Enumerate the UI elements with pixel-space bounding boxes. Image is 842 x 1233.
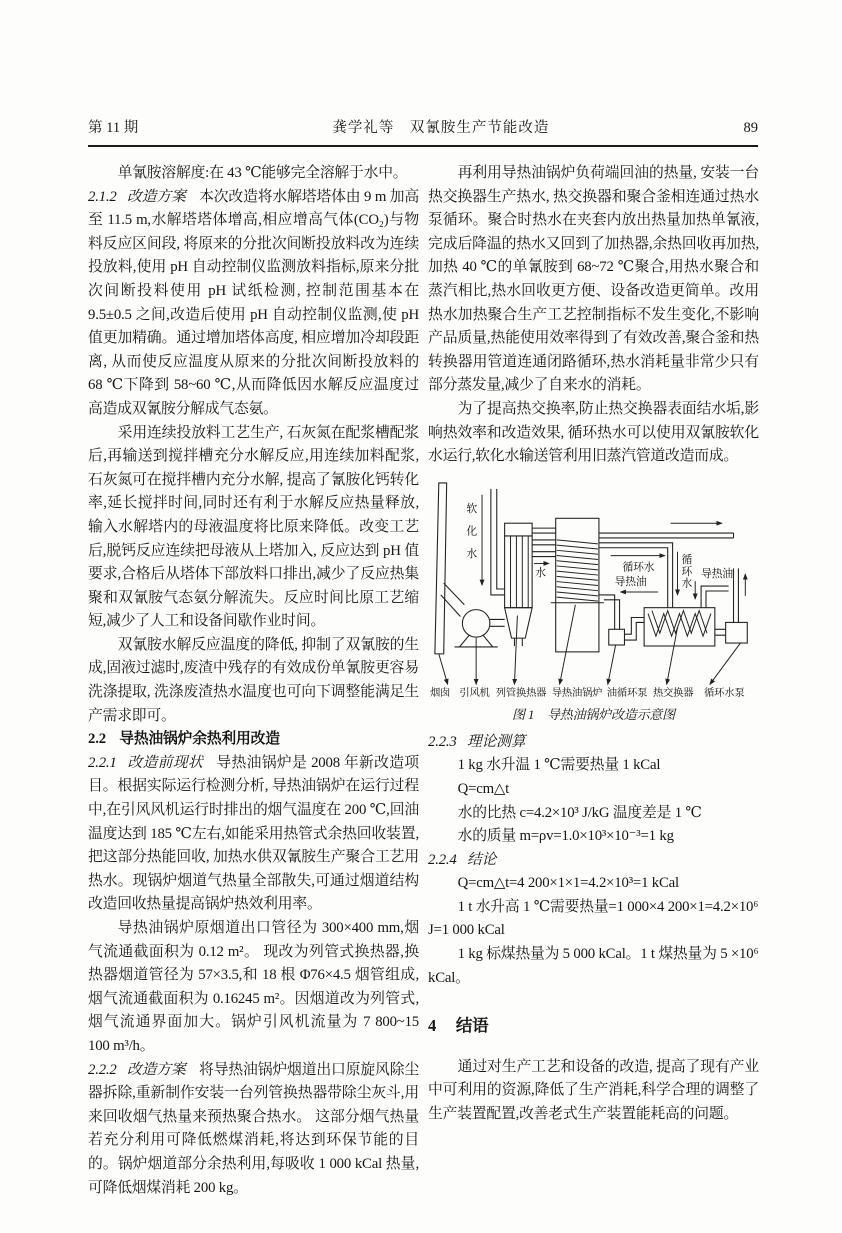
section-number: 4 xyxy=(428,1016,437,1036)
soft-water-pipe xyxy=(491,489,505,595)
section-title: 导热油锅炉余热利用改造 xyxy=(119,731,280,748)
section-body: 将导热油锅炉烟道出口原旋风除尘器拆除,重新制作安装一台列管换热器带除尘灰斗,用来回收烟气热量来预热聚合热水。 这部分烟气热量若充分利用可降低燃煤消耗,将达到环保节能的目的。锅炉烟道部分余热利用,每吸收 1 000 kCal 热量,可降低烟煤消耗 200 kg。 xyxy=(88,1061,419,1196)
label-circ-water: 循环水 xyxy=(622,561,655,574)
section-number: 2.2 xyxy=(88,731,106,748)
formula-line: 水的比热 c=4.2×10³ J/kG 温度差是 1 ℃ xyxy=(457,804,702,821)
component-label-chimney: 烟囱 xyxy=(429,687,451,699)
exchanger-waterpump-pipe xyxy=(715,629,726,635)
section-title: 结论 xyxy=(466,851,497,868)
leader-arrows xyxy=(439,604,741,684)
label-oil-right: 导热油 xyxy=(701,567,733,580)
section-number: 2.2.4 xyxy=(428,851,457,868)
section-heading-2-2 xyxy=(88,728,419,752)
header-issue: 第 11 期 xyxy=(88,120,139,136)
section-title: 改造方案 xyxy=(126,1061,186,1078)
water-pump-shape xyxy=(726,622,748,643)
component-label-heat-exchanger: 热交换器 xyxy=(652,687,694,699)
section-number: 2.2.2 xyxy=(88,1061,117,1078)
component-label-tube-exchanger: 列管换热器 xyxy=(495,687,547,699)
column-left xyxy=(88,162,419,1200)
component-label-oil-pump: 油循环泵 xyxy=(606,687,648,699)
page-header xyxy=(88,116,758,137)
section-body: 导热油锅炉是 2008 年新改造项目。根据实际运行检测分析, 导热油锅炉在运行过程中,在引风风机运行时排出的烟气温度在 200 ℃,回油温度达到 185 ℃左右,如能采用热管式余热回收装置,把这部分热能回收, 加热水供双氰胺生产聚合工艺用热水。现锅炉烟道气热量全部散失,可通过烟道结构改造回收热量提高锅炉热效利用率。 xyxy=(88,754,419,913)
section-heading-2-2-4 xyxy=(428,849,759,873)
tube-exchanger-cap xyxy=(505,523,533,536)
section-heading-4 xyxy=(428,1014,759,1038)
formula-line: Q=cm△t xyxy=(457,780,509,797)
boiler-retrofit-diagram xyxy=(428,477,762,703)
oil-return-pipe xyxy=(701,586,729,608)
right-riser-pipes xyxy=(734,568,739,622)
paragraph-2-2-1 xyxy=(88,752,419,917)
label-circ-water-vertical: 循环水 xyxy=(680,553,693,589)
figure-1 xyxy=(428,477,759,725)
fan-outlet-pipe xyxy=(490,619,505,626)
boiler-pump-pipe xyxy=(599,595,620,629)
paragraph-solubility: 单氰胺溶解度:在 43 ℃能够完全溶解于水中。 xyxy=(117,165,408,181)
formula-line: 水的质量 m=ρv=1.0×10³×10⁻³=1 kg xyxy=(457,828,674,845)
component-label-boiler: 导热油锅炉 xyxy=(551,687,603,699)
label-soft-water: 软化水 xyxy=(465,502,478,571)
oil-pump-shape xyxy=(609,629,625,645)
formula-line: 1 t 水升高 1 ℃需要热量=1 000×4 200×1=4.2×10⁶ J=1 000 kCal xyxy=(428,898,759,939)
tube-exchanger-tubes xyxy=(511,536,529,608)
formula-line: Q=cm△t=4 200×1×1=4.2×10³=1 kCal xyxy=(457,875,679,892)
section-number: 2.2.1 xyxy=(88,754,117,771)
header-rule xyxy=(88,145,758,147)
label-water: 水 xyxy=(535,566,546,579)
tube-exchanger-hopper xyxy=(505,607,533,637)
boiler-coil xyxy=(557,540,598,601)
component-label-water-pump: 循环水泵 xyxy=(704,687,745,699)
paragraph-temp-lowering: 双氰胺水解反应温度的降低, 抑制了双氰胺的生成,固液过滤时,废渣中残存的有效成份单氰胺更容易洗涤提取, 洗涤废渣热水温度也可向下调整能满足生产需求即可。 xyxy=(88,636,419,724)
section-title: 结语 xyxy=(455,1016,489,1036)
section-number: 2.2.3 xyxy=(428,733,457,750)
fan-shape xyxy=(462,609,490,637)
section-title: 理论测算 xyxy=(466,733,526,750)
section-title: 改造方案 xyxy=(126,188,186,205)
column-right xyxy=(428,162,759,1127)
paragraph-2-1-2 xyxy=(88,186,419,422)
top-outlet-pipe xyxy=(599,533,734,538)
hopper-outlet xyxy=(514,638,522,646)
paragraph-continuous-feed: 采用连续投放料工艺生产, 石灰氮在配浆槽配浆后,再输送到搅拌槽充分水解反应,用连续加料配浆,石灰氮可在搅拌槽内充分水解, 提高了氰胺化钙转化率,延长搅拌时间,同时还有利于水解反应热量释放,输入水解塔内的母液温度将比原来降低。改变工艺后,脱钙反应连续把母液从上塔加入, 反应达到 pH 值要求,合格后从塔体下部放料口排出,减少了反应热集聚和双氰胺气态氨分解流失。反应时间比原工艺缩短,减少了人工和设备间歇作业时间。 xyxy=(88,424,419,630)
section-body: 本次改造将水解塔塔体由 9 m 加高至 11.5 m,水解塔塔体增高,相应增高气体(CO₂)与物料反应区间段, 将原来的分批次间断投放料改为连续投放料,使用 pH 自动控制仪监测放料指标,原来分批次间断投料使用 pH 试纸检测, 控制范围基本在 9.5±0.5 之间,改造后使用 pH 自动控制仪监测,使 pH 值更加精确。通过增加塔体高度, 相应增加冷却段距离, 从而使反应温度从原来的分批次间断投放料的 68 ℃下降到 58~60 ℃,从而降低因水解反应温度过高造成双氰胺分解成气态氨。 xyxy=(88,188,419,417)
component-label-fan: 引风机 xyxy=(459,687,490,699)
section-number: 2.1.2 xyxy=(88,188,117,205)
collector-boiler-pipes xyxy=(532,528,556,556)
formula-line: 1 kg 水升温 1 ℃需要热量 1 kCal xyxy=(457,757,661,774)
paragraph-2-2-2 xyxy=(88,1059,419,1201)
chimney-shape xyxy=(435,483,447,654)
paragraph-heat-reuse: 再利用导热油锅炉负荷端回油的热量, 安装一台热交换器生产热水, 热交换器和聚合釜相连通过热水泵循环。聚合时热水在夹套内放出热量加热单氰液,完成后降温的热水又回到了加热器,余热回收再加热,加热 40 ℃的单氰胺到 68~72 ℃聚合,用热水聚合和蒸汽相比,热水回收更方便、设备改造更简单。改用热水加热聚合生产工艺控制指标不发生变化,不影响产品质量,热能使用效率得到了有效改善,聚合釜和热转换器用管道连通闭路循环,热水消耗量非常少只有部分蒸发量,减少了自来水的消耗。 xyxy=(428,165,759,394)
header-page-number: 89 xyxy=(743,120,758,136)
paragraph-conclusion: 通过对生产工艺和设备的改造, 提高了现有产业中可利用的资源,降低了生产消耗,科学合理的调整了生产装置配置,改善老式生产装置能耗高的问题。 xyxy=(428,1058,759,1123)
paragraph-softened-water: 为了提高热交换率,防止热交换器表面结水垢,影响热效率和改造效果, 循环热水可以使用双氰胺软化水运行,软化水输送管利用旧蒸汽管道改造而成。 xyxy=(428,400,759,465)
figure-caption: 图 1 导热油锅炉改造示意图 xyxy=(512,706,675,722)
header-running-title: 龚学礼等 双氰胺生产节能改造 xyxy=(332,120,550,136)
section-title: 改造前现状 xyxy=(126,754,204,771)
label-oil-left: 导热油 xyxy=(614,575,647,588)
section-heading-2-2-3 xyxy=(428,731,759,755)
formula-line: 1 kg 标煤热量为 5 000 kCal。1 t 煤热量为 5 ×10⁶ kCal。 xyxy=(428,946,759,986)
pump-exchanger-pipe xyxy=(624,617,644,640)
paragraph-flue-dimensions: 导热油锅炉原烟道出口管径为 300×400 mm,烟气流通截面积为 0.12 m²。 现改为列管式换热器,换热器烟道管径为 57×3.5,和 18 根 Φ76×4.5 烟管组成,烟气流通截面积为 0.16245 m²。因烟道改为列管式,烟气流通界面加大。锅炉引风机流量为 7 800~15 100 m³/h。 xyxy=(88,920,419,1054)
